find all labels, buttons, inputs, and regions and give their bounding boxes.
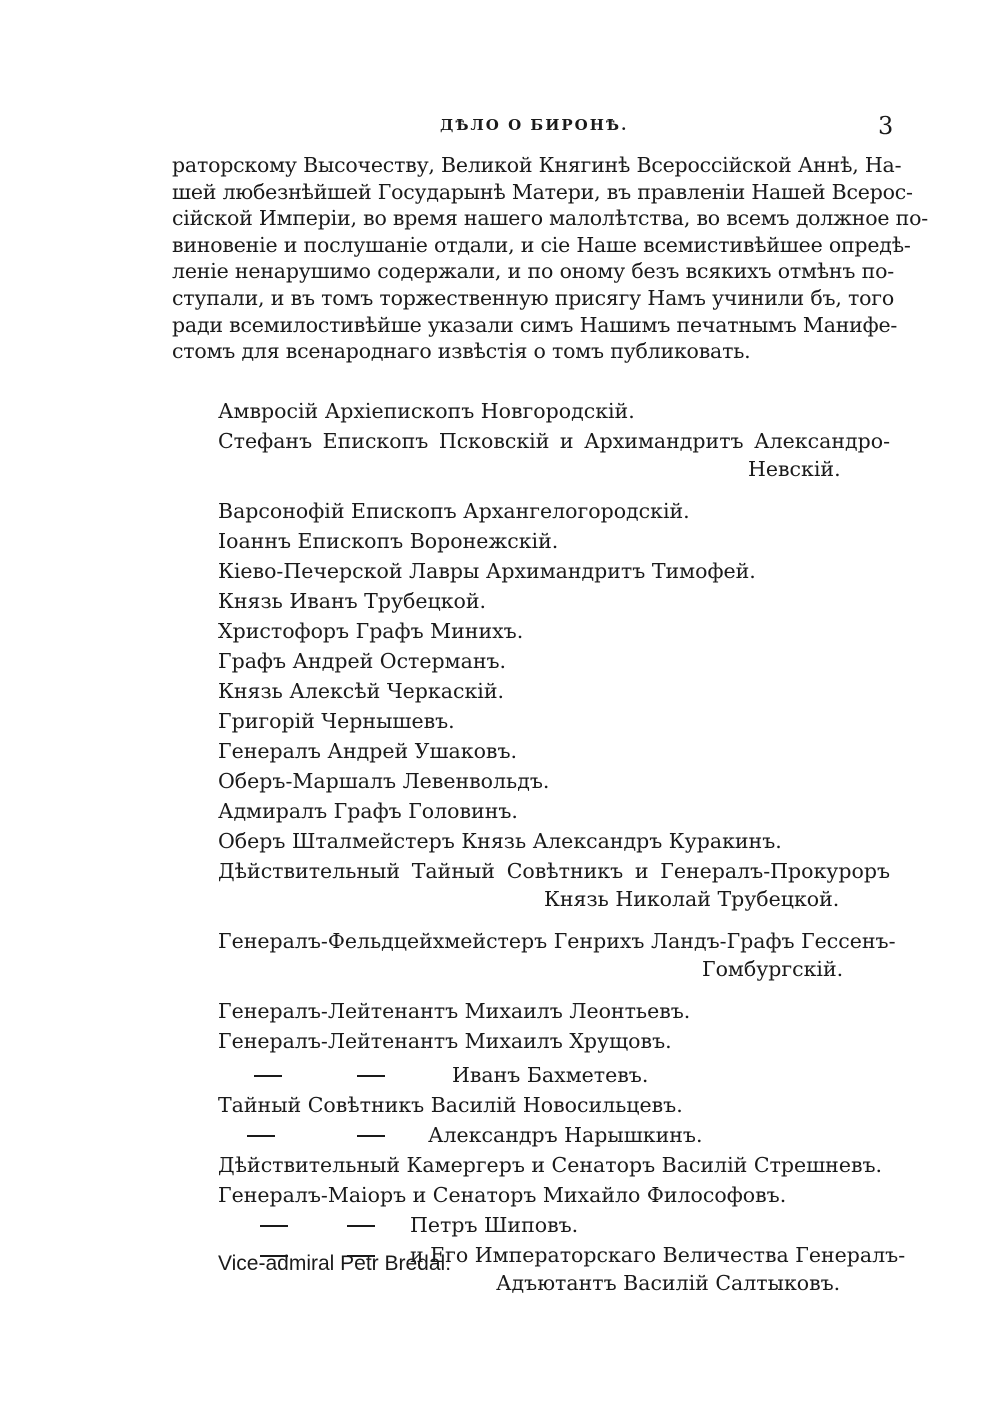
- page-header: [0, 112, 1000, 142]
- signatory-entry: [0, 426, 1000, 481]
- signatory-continuation: Князь Николай Трубецкой.: [544, 887, 840, 911]
- text-line: стомъ для всенароднаго извѣстія о томъ публиковать.: [172, 339, 751, 364]
- text-line: ради всемилостивѣйше указали симъ Нашимъ печатнымъ Манифе-: [172, 312, 898, 337]
- signatory-name: Дѣйствительный Тайный Совѣтникъ и Генералъ-Прокуроръ: [218, 859, 890, 883]
- signatory-entry: [0, 856, 1000, 911]
- signatory-name: Генералъ-Маіоръ и Сенаторъ Михайло Философовъ.: [218, 1183, 787, 1207]
- signatory-entry: [0, 766, 1000, 796]
- text-line: сійской Имперіи, во время нашего малолѣтства, во всемъ должное по-: [172, 206, 928, 231]
- signatory-name: Генералъ-Фельдцейхмейстеръ Генрихъ Ландъ-Графъ Гессенъ-: [218, 929, 896, 953]
- signatory-name: Варсонофій Епископъ Архангелогородскій.: [218, 499, 690, 523]
- ditto-dash: [347, 1225, 375, 1227]
- signatory-entry: [0, 796, 1000, 826]
- signatory-entry: [0, 736, 1000, 766]
- signatory-name: Князь Алексѣй Черкаскій.: [218, 679, 504, 703]
- running-head: ДѢЛО О БИРОНѢ.: [440, 116, 629, 134]
- signatory-entry: [0, 826, 1000, 856]
- signatory-entry: [0, 1150, 1000, 1180]
- latin-signature: Vice-admiral Petr Bredal.: [218, 1252, 452, 1275]
- signatory-entry: [0, 996, 1000, 1026]
- signatory-name: Тайный Совѣтникъ Василій Новосильцевъ.: [218, 1093, 683, 1117]
- signatory-name: Генералъ Андрей Ушаковъ.: [218, 739, 518, 763]
- text-line: виновеніе и послушаніе отдали, и сіе Наше всемистивѣйшее опредѣ-: [172, 232, 911, 257]
- text-line: ступали, и въ томъ торжественную присягу Намъ учинили бъ, того: [172, 285, 894, 310]
- page-number: 3: [878, 112, 894, 140]
- ditto-dash: [357, 1135, 385, 1137]
- signatory-entry: [0, 1060, 1000, 1090]
- signatory-name: и Его Императорскаго Величества Генералъ-: [410, 1243, 906, 1267]
- signatory-entry: [0, 1120, 1000, 1150]
- signatory-entry: [0, 586, 1000, 616]
- signatory-entry: [0, 1180, 1000, 1210]
- signatory-name: Амвросій Архіепископъ Новгородскій.: [218, 399, 635, 423]
- ditto-dash: [260, 1225, 288, 1227]
- signatory-name: Іоаннъ Епископъ Воронежскій.: [218, 529, 559, 553]
- signatory-name: Петръ Шиповъ.: [410, 1213, 579, 1237]
- signatory-entry: [0, 616, 1000, 646]
- signatory-entry: [0, 926, 1000, 981]
- text-line: леніе ненарушимо содержали, и по оному безъ всякихъ отмѣнъ по-: [172, 259, 894, 284]
- signatory-entry: [0, 1026, 1000, 1056]
- signatory-name: Григорій Чернышевъ.: [218, 709, 455, 733]
- signatory-entry: [0, 396, 1000, 426]
- signatory-name: Дѣйствительный Камергеръ и Сенаторъ Василій Стрешневъ.: [218, 1153, 883, 1177]
- signatory-continuation: Невскій.: [748, 457, 841, 481]
- signatory-entry: [0, 1240, 1000, 1295]
- signatory-continuation: Адъютантъ Василій Салтыковъ.: [496, 1271, 841, 1295]
- text-line: раторскому Высочеству, Великой Княгинѣ Всероссійской Аннѣ, На-: [172, 153, 902, 177]
- signatory-name: Графъ Андрей Остерманъ.: [218, 649, 507, 673]
- signatory-entry: [0, 496, 1000, 526]
- manifesto-text: [172, 152, 928, 365]
- signatory-name: Князь Иванъ Трубецкой.: [218, 589, 487, 613]
- ditto-dash: [357, 1075, 385, 1077]
- signatory-name: Генералъ-Лейтенантъ Михаилъ Леонтьевъ.: [218, 999, 691, 1023]
- signatory-entry: [0, 526, 1000, 556]
- signatory-entry: [0, 646, 1000, 676]
- signatory-entry: [0, 706, 1000, 736]
- ditto-dash: [247, 1135, 275, 1137]
- signatory-name: Оберъ Шталмейстеръ Князь Александръ Куракинъ.: [218, 829, 782, 853]
- signatory-entry: [0, 556, 1000, 586]
- signatory-entry: [0, 1210, 1000, 1240]
- signatory-entry: [0, 676, 1000, 706]
- signatory-name: Стефанъ Епископъ Псковскій и Архимандритъ Александро-: [218, 429, 890, 453]
- ditto-dash: [254, 1075, 282, 1077]
- signatory-name: Александръ Нарышкинъ.: [428, 1123, 703, 1147]
- signatory-name: Адмиралъ Графъ Головинъ.: [218, 799, 518, 823]
- signatory-continuation: Гомбургскій.: [702, 957, 844, 981]
- text-line: шей любезнѣйшей Государынѣ Матери, въ правленіи Нашей Всерос-: [172, 179, 913, 204]
- signatory-name: Иванъ Бахметевъ.: [452, 1063, 649, 1087]
- signatory-name: Генералъ-Лейтенантъ Михаилъ Хрущовъ.: [218, 1029, 672, 1053]
- signatory-name: Оберъ-Маршалъ Левенвольдъ.: [218, 769, 550, 793]
- signatory-name: Христофоръ Графъ Минихъ.: [218, 619, 524, 643]
- signatory-name: Кіево-Печерской Лавры Архимандритъ Тимофей.: [218, 559, 756, 583]
- signatory-entry: [0, 1090, 1000, 1120]
